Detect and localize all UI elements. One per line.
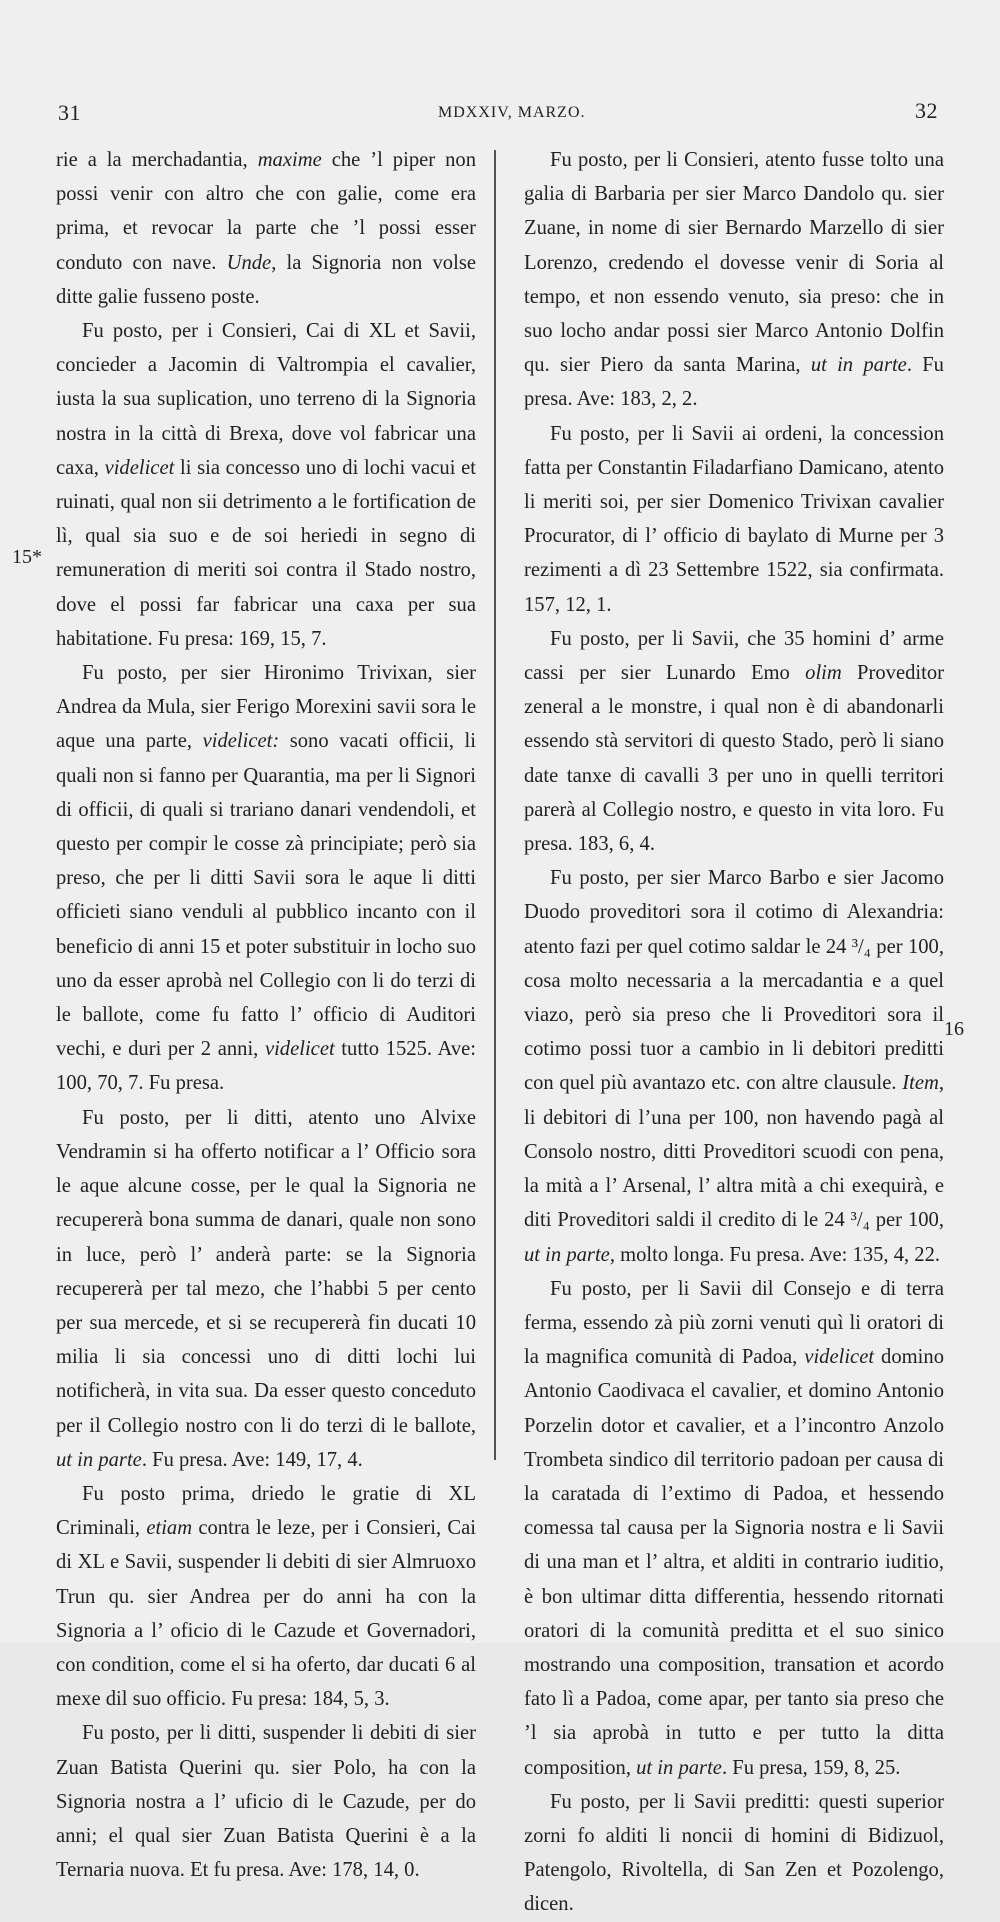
- paragraph: rie a la merchadantia, maxime che ’l piper non possi venir con altro che con galie, come era prima, et revocar la parte che ’l possi esser conduto con nave. Unde, la Signoria non volse ditte galie fusseno poste.: [56, 149, 476, 308]
- paragraph: Fu posto, per li ditti, atento uno Alvixe Vendramin si ha offerto notificar a l’ Officio sora le aque alcune cosse, per le qual la Signoria ne recupererà bona summa de danari, quale non sono in luce, però l’ anderà parte: se la Signoria recupererà per tal mezo, che l’habbi 5 per cento per sua mercede, et si se recupererà fin ducati 10 milia li sia concessi uno di ditti lochi lui notificherà, in vita sua. Da esser questo conceduto per il Collegio nostro con li do terzi di le ballote, ut in parte. Fu presa. Ave: 149, 17, 4.: [56, 1106, 476, 1471]
- paragraph: Fu posto, per i Consieri, Cai di XL et Savii, concieder a Jacomin di Valtrompia el cavalier, iusta la sua suplication, uno terreno di la Signoria nostra in la città di Brexa, dove vol fabricar una caxa, videlicet li sia concesso uno di lochi vacui et ruinati, qual non sii detrimento a le fortification de lì, qual sia suo e de soi heriedi in segno di remuneration di meriti soi contra il Stado nostro, dove el possi far fabricar una caxa per sua habitatione. Fu presa: 169, 15, 7.: [56, 320, 476, 650]
- running-head: [58, 100, 938, 130]
- right-column: [524, 143, 944, 1922]
- paragraph: Fu posto, per li Savii dil Consejo e di terra ferma, essendo zà più zorni venuti quì li oratori di la magnifica comunità di Padoa, videlicet domino Antonio Caodivaca el cavalier, et domino Antonio Porzelin dotor et cavalier, et a l’incontro Anzolo Trombeta sindico dil territorio padoan per causa di la caratada di l’extimo di Padoa, et hessendo comessa tal causa per la Signoria nostra e li Savii di una man et l’ altra, et alditi in contrario iuditio, è bon ultimar ditta differentia, hessendo ritornati oratori di la comunità preditta et el suo sinico mostrando una composition, transation et acordo fato lì a Padoa, come apar, per tanto sia preso che ’l sia aprobà in tutto e per tutto la ditta composition, ut in parte. Fu presa, 159, 8, 25.: [524, 1277, 944, 1779]
- paragraph: Fu posto, per li Savii preditti: questi superior zorni fo alditi li noncii di homini di Bidizuol, Patengolo, Rivoltella, di San Zen et Pozolengo, dicen.: [524, 1790, 944, 1916]
- margin-note-right: 16: [944, 1018, 964, 1040]
- paragraph: Fu posto prima, driedo le gratie di XL Criminali, etiam contra le leze, per i Consieri, Cai di XL e Savii, suspender li debiti di sier Almruoxo Trun qu. sier Andrea per do anni ha con la Signoria a l’ oficio di le Cazude et Governadori, con condition, come el si ha oferto, dar ducati 6 al mexe dil suo officio. Fu presa: 184, 5, 3.: [56, 1482, 477, 1711]
- paragraph: Fu posto, per li Consieri, atento fusse tolto una galia di Barbaria per sier Marco Dandolo qu. sier Zuane, in nome di sier Bernardo Marzello di sier Lorenzo, credendo el dovesse venir di Soria al tempo, et non essendo venuto, sia preso: che in suo locho andar possi sier Marco Antonio Dolfin qu. sier Piero da santa Marina, ut in parte. Fu presa. Ave: 183, 2, 2.: [524, 149, 944, 411]
- paragraph: Fu posto, per li Savii, che 35 homini d’ arme cassi per sier Lunardo Emo olim Proveditor zeneral a le monstre, i qual non è di abandonarli essendo stà servitori di questo Stado, però li siano date tanxe di cavalli 3 per uno in quelli territori parerà al Collegio nostro, e questo in vita loro. Fu presa. 183, 6, 4.: [524, 627, 944, 856]
- paragraph: Fu posto, per li ditti, suspender li debiti di sier Zuan Batista Querini qu. sier Polo, ha con la Signoria nostra a l’ uficio di le Cazude, per do anni; el qual sier Zuan Batista Querini è a la Ternaria nuova. Et fu presa. Ave: 178, 14, 0.: [56, 1722, 476, 1882]
- column-divider: [494, 150, 496, 1460]
- paragraph: Fu posto, per li Savii ai ordeni, la concession fatta per Constantin Filadarfiano Damicano, atento li meriti soi, per sier Domenico Trivixan cavalier Procurator, di l’ officio di baylato di Murne per 3 rezimenti a dì 23 Settembre 1522, sia confirmata. 157, 12, 1.: [524, 422, 944, 616]
- page-number-right: 32: [915, 98, 938, 123]
- left-column: [56, 143, 476, 1887]
- margin-note-left: 15*: [12, 546, 42, 568]
- paragraph: Fu posto, per sier Hironimo Trivixan, sier Andrea da Mula, sier Ferigo Morexini savii sora le aque una parte, videlicet: sono vacati officii, li quali non si fanno per Quarantia, ma per li Signori di officii, di quali si trariano danari vendendoli, et questo per compir le cosse zà principiate; però sia preso, che per li ditti Savii sora le aque li ditti officieti siano venduli al pubblico incanto con il beneficio di anni 15 et poter substituir in locho suo uno da esser aprobà nel Collegio con li do terzi di le ballote, come fu fatto l’ officio di Auditori vechi, e duri per 2 anni, videlicet tutto 1525. Ave: 100, 70, 7. Fu presa.: [56, 662, 476, 1095]
- running-title: MDXXIV, MARZO.: [438, 104, 586, 121]
- page-number-left: 31: [58, 100, 81, 125]
- paragraph: Fu posto, per sier Marco Barbo e sier Jacomo Duodo proveditori sora il cotimo di Alexandria: atento fazi per quel cotimo saldar le 24 ³/₄ per 100, cosa molto necessaria a la mercadantia e a quel viazo, però sia preso che li Proveditori sora il cotimo possi tuor a cambio in li debitori preditti con quel più avantazo etc. con altre clausule. Item, li debitori di l’una per 100, non havendo pagà al Consolo nostro, ditti Proveditori scuodi con pena, la mità a l’ Arsenal, l’ altra mità a chi exequirà, e diti Proveditori saldi il credito di le 24 ³/₄ per 100, ut in parte, molto longa. Fu presa. Ave: 135, 4, 22.: [524, 867, 944, 1266]
